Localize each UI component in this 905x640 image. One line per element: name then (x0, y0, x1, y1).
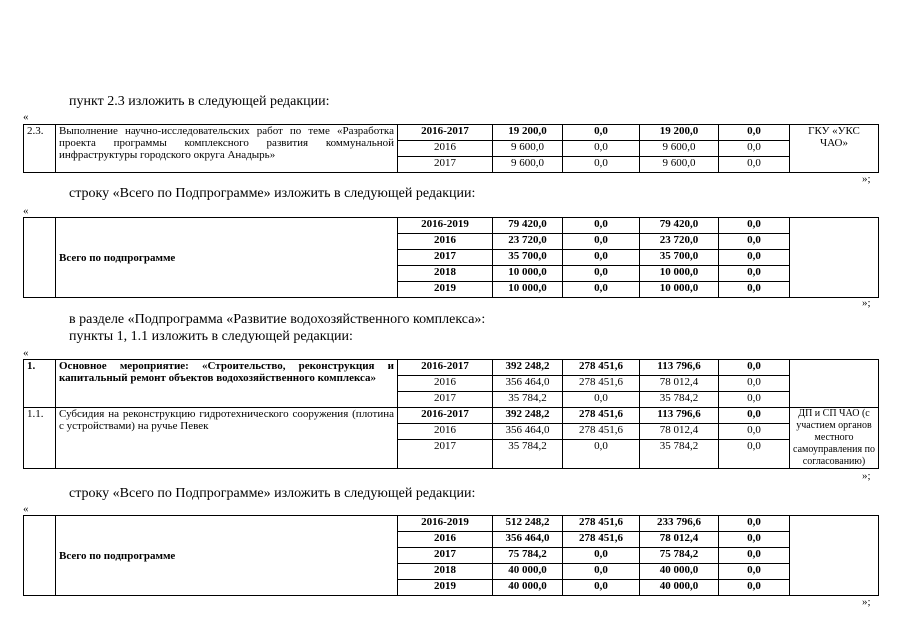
period-cell: 2016-2017 (398, 408, 493, 424)
period-cell: 2017 (398, 548, 493, 564)
total-cell: 35 784,2 (493, 440, 563, 469)
regional-cell: 35 784,2 (640, 392, 719, 408)
federal-cell: 0,0 (563, 580, 640, 596)
local-cell: 0,0 (719, 564, 790, 580)
total-cell: 10 000,0 (493, 282, 563, 298)
regional-cell: 78 012,4 (640, 376, 719, 392)
regional-cell: 233 796,6 (640, 516, 719, 532)
total-cell: 35 784,2 (493, 392, 563, 408)
total-cell: 356 464,0 (493, 376, 563, 392)
period-cell: 2016 (398, 424, 493, 440)
table-row (24, 360, 879, 376)
total-label: Всего по подпрограмме (56, 516, 398, 596)
federal-cell: 0,0 (563, 125, 640, 141)
regional-cell: 35 784,2 (640, 440, 719, 469)
regional-cell: 113 796,6 (640, 408, 719, 424)
total-cell: 356 464,0 (493, 424, 563, 440)
period-cell: 2016-2019 (398, 218, 493, 234)
section1-open-quote: « (23, 111, 29, 123)
local-cell: 0,0 (719, 532, 790, 548)
table-row (24, 408, 879, 424)
section2-table (23, 217, 879, 298)
section3-open-quote: « (23, 347, 29, 359)
period-cell: 2016 (398, 141, 493, 157)
regional-cell: 75 784,2 (640, 548, 719, 564)
local-cell: 0,0 (719, 440, 790, 469)
period-cell: 2016 (398, 532, 493, 548)
local-cell: 0,0 (719, 218, 790, 234)
federal-cell: 0,0 (563, 266, 640, 282)
section2-close-quote: »; (862, 297, 871, 309)
federal-cell: 0,0 (563, 564, 640, 580)
regional-cell: 113 796,6 (640, 360, 719, 376)
period-cell: 2017 (398, 440, 493, 469)
item-number: 2.3. (24, 125, 56, 173)
period-cell: 2018 (398, 564, 493, 580)
federal-cell: 278 451,6 (563, 408, 640, 424)
total-cell: 392 248,2 (493, 408, 563, 424)
period-cell: 2019 (398, 282, 493, 298)
total-cell: 23 720,0 (493, 234, 563, 250)
regional-cell: 40 000,0 (640, 580, 719, 596)
item-number: 1. (24, 360, 56, 408)
item-description: Основное мероприятие: «Строительство, реконструкция и капитальный ремонт объектов водохозяйственного комплекса» (56, 360, 398, 408)
federal-cell: 0,0 (563, 548, 640, 564)
local-cell: 0,0 (719, 580, 790, 596)
federal-cell: 0,0 (563, 392, 640, 408)
local-cell: 0,0 (719, 282, 790, 298)
regional-cell: 23 720,0 (640, 234, 719, 250)
local-cell: 0,0 (719, 250, 790, 266)
item-description: Выполнение научно-исследовательских работ по теме «Разработка проекта программы комплексного развития коммунальной инфраструктуры городского округа Анадырь» (56, 125, 398, 173)
table-row (24, 516, 879, 532)
responsible-cell: ГКУ «УКС ЧАО» (790, 125, 879, 173)
local-cell: 0,0 (719, 424, 790, 440)
period-cell: 2016-2019 (398, 516, 493, 532)
total-cell: 40 000,0 (493, 564, 563, 580)
local-cell: 0,0 (719, 376, 790, 392)
federal-cell: 278 451,6 (563, 516, 640, 532)
total-cell: 9 600,0 (493, 157, 563, 173)
section3-table (23, 359, 879, 469)
section1-intro: пункт 2.3 изложить в следующей редакции: (69, 94, 330, 109)
regional-cell: 9 600,0 (640, 157, 719, 173)
local-cell: 0,0 (719, 141, 790, 157)
section3-intro-line2: пункты 1, 1.1 изложить в следующей редакции: (69, 329, 353, 344)
table-row (24, 218, 879, 234)
federal-cell: 278 451,6 (563, 424, 640, 440)
total-cell: 19 200,0 (493, 125, 563, 141)
regional-cell: 79 420,0 (640, 218, 719, 234)
total-cell: 79 420,0 (493, 218, 563, 234)
period-cell: 2016 (398, 234, 493, 250)
total-cell: 10 000,0 (493, 266, 563, 282)
local-cell: 0,0 (719, 408, 790, 424)
section1-close-quote: »; (862, 173, 871, 185)
local-cell: 0,0 (719, 125, 790, 141)
period-cell: 2016-2017 (398, 125, 493, 141)
section4-intro: строку «Всего по Подпрограмме» изложить в следующей редакции: (69, 486, 476, 501)
period-cell: 2019 (398, 580, 493, 596)
item-description: Субсидия на реконструкцию гидротехнического сооружения (плотина с устройствами) на ручье Певек (56, 408, 398, 469)
empty-responsible-cell (790, 218, 879, 298)
federal-cell: 0,0 (563, 218, 640, 234)
period-cell: 2017 (398, 250, 493, 266)
regional-cell: 19 200,0 (640, 125, 719, 141)
regional-cell: 10 000,0 (640, 282, 719, 298)
section4-open-quote: « (23, 503, 29, 515)
section1-table (23, 124, 879, 173)
local-cell: 0,0 (719, 516, 790, 532)
total-label: Всего по подпрограмме (56, 218, 398, 298)
federal-cell: 0,0 (563, 234, 640, 250)
federal-cell: 0,0 (563, 440, 640, 469)
local-cell: 0,0 (719, 157, 790, 173)
section4-table (23, 515, 879, 596)
period-cell: 2017 (398, 392, 493, 408)
total-cell: 40 000,0 (493, 580, 563, 596)
total-cell: 75 784,2 (493, 548, 563, 564)
total-cell: 356 464,0 (493, 532, 563, 548)
responsible-cell: ДП и СП ЧАО (с участием органов местного самоуправления по согласованию) (790, 408, 879, 469)
period-cell: 2016 (398, 376, 493, 392)
empty-number-cell (24, 516, 56, 596)
empty-number-cell (24, 218, 56, 298)
item-number: 1.1. (24, 408, 56, 469)
section4-close-quote: »; (862, 596, 871, 608)
regional-cell: 10 000,0 (640, 266, 719, 282)
federal-cell: 0,0 (563, 282, 640, 298)
local-cell: 0,0 (719, 266, 790, 282)
federal-cell: 278 451,6 (563, 532, 640, 548)
total-cell: 9 600,0 (493, 141, 563, 157)
local-cell: 0,0 (719, 392, 790, 408)
regional-cell: 78 012,4 (640, 424, 719, 440)
empty-responsible-cell (790, 516, 879, 596)
section2-intro: строку «Всего по Подпрограмме» изложить в следующей редакции: (69, 186, 476, 201)
regional-cell: 35 700,0 (640, 250, 719, 266)
period-cell: 2017 (398, 157, 493, 173)
empty-responsible-cell (790, 360, 879, 408)
total-cell: 512 248,2 (493, 516, 563, 532)
regional-cell: 40 000,0 (640, 564, 719, 580)
local-cell: 0,0 (719, 548, 790, 564)
period-cell: 2016-2017 (398, 360, 493, 376)
total-cell: 392 248,2 (493, 360, 563, 376)
regional-cell: 9 600,0 (640, 141, 719, 157)
section2-open-quote: « (23, 205, 29, 217)
section3-close-quote: »; (862, 470, 871, 482)
federal-cell: 0,0 (563, 250, 640, 266)
table-row (24, 125, 879, 141)
federal-cell: 0,0 (563, 157, 640, 173)
local-cell: 0,0 (719, 360, 790, 376)
total-cell: 35 700,0 (493, 250, 563, 266)
local-cell: 0,0 (719, 234, 790, 250)
federal-cell: 278 451,6 (563, 360, 640, 376)
regional-cell: 78 012,4 (640, 532, 719, 548)
federal-cell: 0,0 (563, 141, 640, 157)
period-cell: 2018 (398, 266, 493, 282)
section3-intro-line1: в разделе «Подпрограмма «Развитие водохозяйственного комплекса»: (69, 312, 486, 327)
federal-cell: 278 451,6 (563, 376, 640, 392)
